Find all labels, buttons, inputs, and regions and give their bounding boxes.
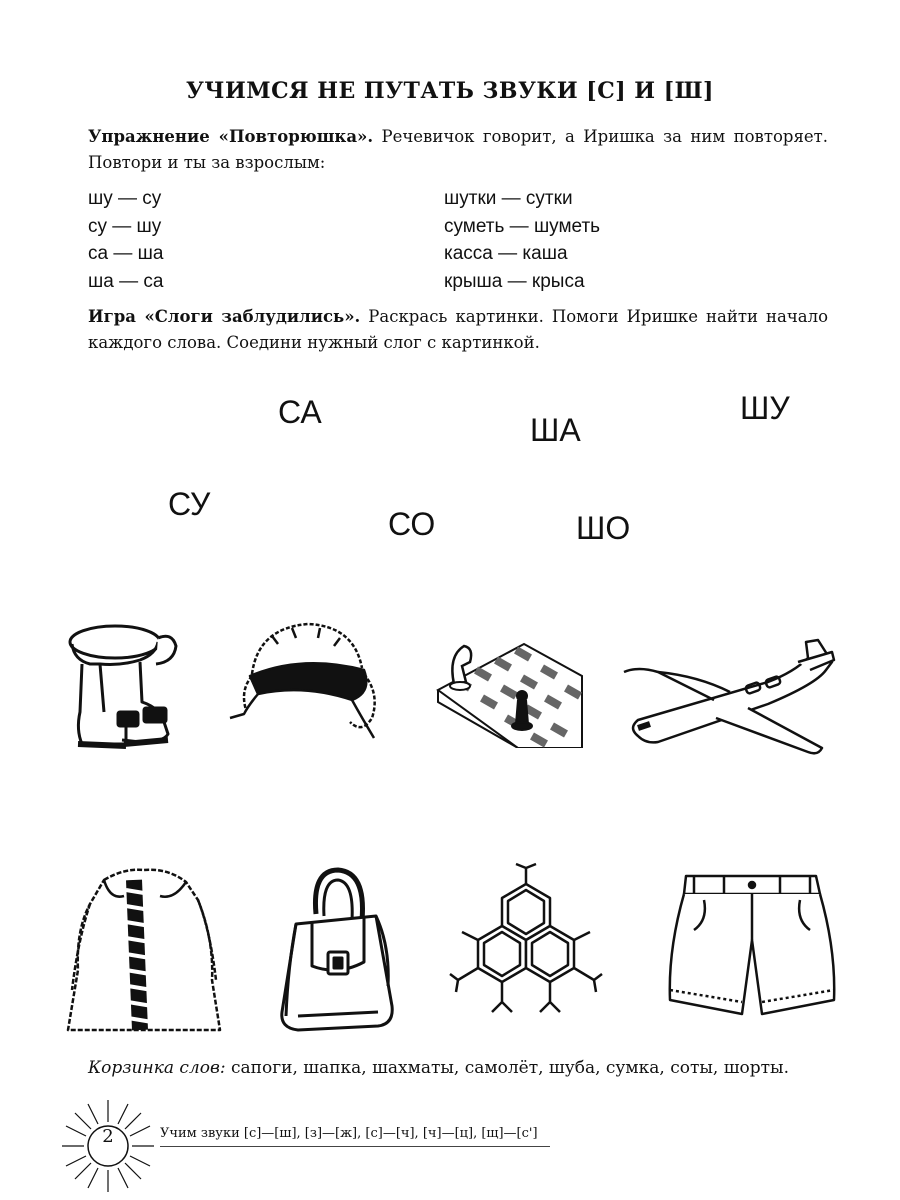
pairs-right-column [444, 185, 600, 295]
game-name: Игра «Слоги заблудились». [88, 307, 361, 326]
word-basket [88, 1058, 789, 1078]
shorts-icon[interactable] [664, 870, 840, 1020]
chessboard-icon[interactable] [432, 636, 588, 748]
exercise-paragraph [88, 124, 828, 176]
pair-item: са — ша [88, 243, 164, 264]
pair-item: су — шу [88, 215, 162, 237]
pair-item: ша — са [88, 270, 164, 292]
page-number: 2 [102, 1126, 114, 1147]
basket-words: сапоги, шапка, шахматы, самолёт, шуба, сумка, соты, шорты. [225, 1058, 789, 1078]
basket-label: Корзинка слов: [88, 1058, 226, 1078]
pairs-left-column [88, 185, 163, 295]
syllable-so[interactable]: СО [388, 506, 436, 542]
boots-icon[interactable] [60, 612, 190, 752]
airplane-icon[interactable] [618, 632, 838, 762]
syllable-sho[interactable]: ШО [576, 510, 631, 546]
fur-hat-icon[interactable] [222, 614, 382, 746]
honeycomb-icon[interactable] [444, 862, 608, 1022]
pair-item: шутки — сутки [444, 188, 573, 209]
game-text: Раскрась картинки. Помоги Иришке найти начало каждого слова. Соедини нужный слог с картинкой. [88, 307, 829, 352]
pair-item: шу — су [88, 188, 162, 209]
page-title: УЧИМСЯ НЕ ПУТАТЬ ЗВУКИ [С] И [Ш] [186, 78, 714, 104]
handbag-icon[interactable] [272, 866, 402, 1038]
syllable-su[interactable]: СУ [168, 486, 211, 522]
game-paragraph [88, 304, 828, 356]
fur-coat-icon[interactable] [64, 860, 224, 1036]
syllable-shu[interactable]: ШУ [740, 390, 790, 426]
footer-text: Учим звуки [с]—[ш], [з]—[ж], [с]—[ч], [ч]—[ц], [щ]—[с'] [160, 1126, 538, 1141]
footer-divider [160, 1146, 550, 1147]
pair-item: касса — каша [444, 243, 568, 264]
exercise-text: Речевичок говорит, а Иришка за ним повторяет. Повтори и ты за взрослым: [88, 127, 829, 172]
syllable-sha[interactable]: ША [530, 412, 581, 448]
pair-item: крыша — крыса [444, 270, 585, 292]
exercise-name: Упражнение «Повторюшка». [88, 127, 374, 146]
pair-item: суметь — шуметь [444, 215, 601, 237]
syllable-sa[interactable]: СА [278, 394, 322, 430]
